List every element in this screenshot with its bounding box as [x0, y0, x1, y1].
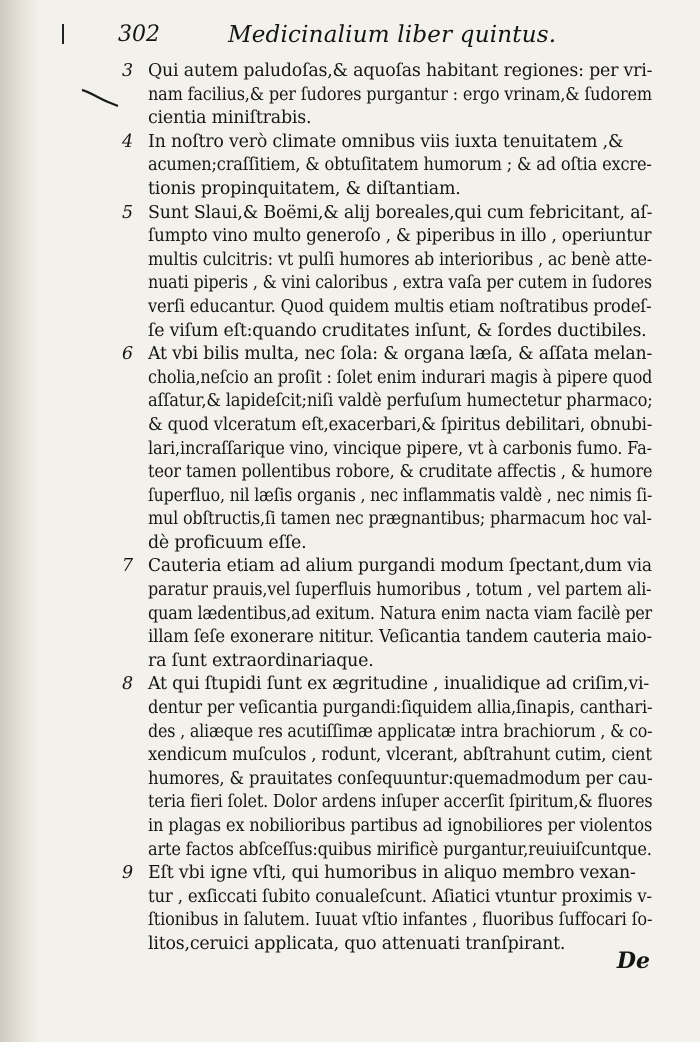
text-line	[122, 839, 654, 863]
line-text: ſumpto vino multo generoſo , & piperibus in illo , operiuntur	[148, 226, 652, 247]
text-line	[122, 744, 654, 768]
line-text: ſe viſum eſt:quando cruditates inſunt, & ſordes ductibiles.	[148, 320, 647, 341]
text-line	[122, 390, 654, 414]
page-number: 302	[118, 22, 160, 47]
text-line	[122, 673, 654, 697]
catchword: De	[616, 948, 650, 974]
paragraph-number: 3	[122, 61, 133, 81]
line-text: teria fieri ſolet. Dolor ardens inſuper accerſit ſpiritum,& fluores	[148, 792, 653, 813]
text-line	[122, 650, 654, 674]
line-text: cholia,neſcio an proſit : ſolet enim indurari magis à pipere quod	[148, 367, 653, 388]
text-line	[122, 131, 654, 155]
paragraph-number: 4	[122, 131, 133, 152]
line-text: nam facilius,& per ſudores purgantur : ergo vrinam,& ſudorem	[148, 84, 652, 105]
margin-pen-stroke	[80, 86, 120, 110]
line-text: tionis propinquitatem, & diſtantiam.	[148, 178, 461, 199]
line-text: ra ſunt extraordinariaque.	[148, 650, 374, 671]
text-line	[122, 60, 654, 84]
paragraph-number: 9	[122, 863, 133, 884]
line-text: Qui autem paludoſas,& aquoſas habitant regiones: per vri-	[148, 61, 653, 81]
page-header	[118, 18, 588, 52]
line-text: humores, & prauitates conſequuntur:quemadmodum per cau-	[148, 768, 653, 789]
line-text: arte factos abſceſſus:quibus mirificè purgantur,reuiuiſcuntque.	[148, 839, 652, 860]
text-line	[122, 886, 654, 910]
text-line	[122, 862, 654, 886]
line-text: aſſatur,& lapideſcit;niſi valdè perfuſum humectetur pharmaco;	[148, 391, 653, 412]
text-line	[122, 721, 654, 745]
text-line	[122, 225, 654, 249]
line-text: xendicum muſculos , rodunt, vlcerant, abſtrahunt cutim, cient	[148, 745, 652, 766]
paragraph-number: 7	[122, 556, 133, 577]
line-text: cientia miniſtrabis.	[148, 108, 312, 129]
line-text: dè proficuum eſſe.	[148, 532, 307, 553]
line-text: ſuperfluo, nil læſis organis , nec inflammatis valdè , nec nimis ſi-	[148, 485, 653, 506]
line-text: At qui ſtupidi ſunt ex ægritudine , inualidique ad criſim,vi-	[148, 674, 650, 695]
text-line	[122, 815, 654, 839]
text-line	[122, 697, 654, 721]
text-line	[122, 626, 654, 650]
body-text	[122, 60, 654, 957]
text-line	[122, 296, 654, 320]
line-text: Sunt Slaui,& Boëmi,& alij boreales,qui cum febricitant, aſ-	[148, 202, 653, 223]
text-line	[122, 461, 654, 485]
paragraph-number: 8	[122, 674, 133, 695]
text-line	[122, 579, 654, 603]
text-line	[122, 909, 654, 933]
text-line	[122, 768, 654, 792]
line-text: litos,ceruici applicata, quo attenuati tranſpirant.	[148, 933, 566, 954]
text-line	[122, 84, 654, 108]
line-text: tur , exſiccati ſubito conualeſcunt. Aſiatici vtuntur proximis v-	[148, 886, 652, 907]
line-text: Eſt vbi igne vſti, qui humoribus in aliquo membro vexan-	[148, 863, 636, 884]
running-title: Medicinalium liber quintus.	[228, 22, 557, 48]
line-text: & quod vlceratum eſt,exacerbari,& ſpiritus debilitari, obnubi-	[148, 414, 653, 435]
line-text: paratur prauis,vel ſuperfluis humoribus , totum , vel partem ali-	[148, 580, 652, 601]
line-text: At vbi bilis multa, nec ſola: & organa læſa, & aſſata melan-	[148, 344, 653, 365]
line-text: nuati piperis , & vini caloribus , extra vaſa per cutem in ſudores	[148, 273, 652, 294]
paragraph-number: 6	[122, 344, 133, 365]
line-text: In noſtro verò climate omnibus viis iuxta tenuitatem ,&	[148, 131, 624, 152]
line-text: multis culcitris: vt pulſi humores ab interioribus , ac benè atte-	[148, 249, 653, 270]
text-line	[122, 178, 654, 202]
line-text: teor tamen pollentibus robore, & cruditate affectis , & humore	[148, 462, 653, 483]
text-line	[122, 367, 654, 391]
text-line	[122, 154, 654, 178]
line-text: dentur per veſicantia purgandi:ſiquidem allia,ſinapis, canthari-	[148, 698, 653, 719]
text-line	[122, 202, 654, 226]
text-line	[122, 485, 654, 509]
text-line	[122, 414, 654, 438]
line-text: ſtionibus in ſalutem. Iuuat vſtio infantes , fluoribus ſuffocari ſo-	[148, 910, 653, 931]
line-text: des , aliæque res acutiſſimæ applicatæ intra brachiorum , & co-	[148, 721, 653, 742]
paragraph-number: 5	[122, 202, 133, 223]
line-text: in plagas ex nobilioribus partibus ad ignobiliores per violentos	[148, 816, 653, 836]
text-line	[122, 933, 654, 957]
line-text: illam ſeſe exonerare nititur. Veſicantia tandem cauteria maio-	[148, 627, 652, 648]
margin-ink-mark	[62, 24, 64, 44]
page-gutter-shadow	[0, 0, 40, 1042]
line-text: verſi educantur. Quod quidem multis etiam noſtratibus prodeſ-	[148, 296, 652, 317]
text-line	[122, 603, 654, 627]
line-text: quam lædentibus,ad exitum. Natura enim nacta viam facilè per	[148, 603, 653, 624]
text-line	[122, 249, 654, 273]
line-text: Cauteria etiam ad alium purgandi modum ſpectant,dum via	[148, 556, 652, 577]
text-line	[122, 272, 654, 296]
text-line	[122, 508, 654, 532]
text-line	[122, 438, 654, 462]
text-line	[122, 532, 654, 556]
text-line	[122, 343, 654, 367]
line-text: lari,incraſſarique vino, vincique pipere, vt à carbonis fumo. Fa-	[148, 438, 652, 459]
line-text: mul obſtructis,ſi tamen nec prægnantibus; pharmacum hoc val-	[148, 509, 652, 530]
text-line	[122, 107, 654, 131]
text-line	[122, 320, 654, 344]
line-text: acumen;craſſitiem, & obtuſitatem humorum ; & ad oſtia excre-	[148, 155, 652, 176]
text-line	[122, 555, 654, 579]
text-line	[122, 791, 654, 815]
